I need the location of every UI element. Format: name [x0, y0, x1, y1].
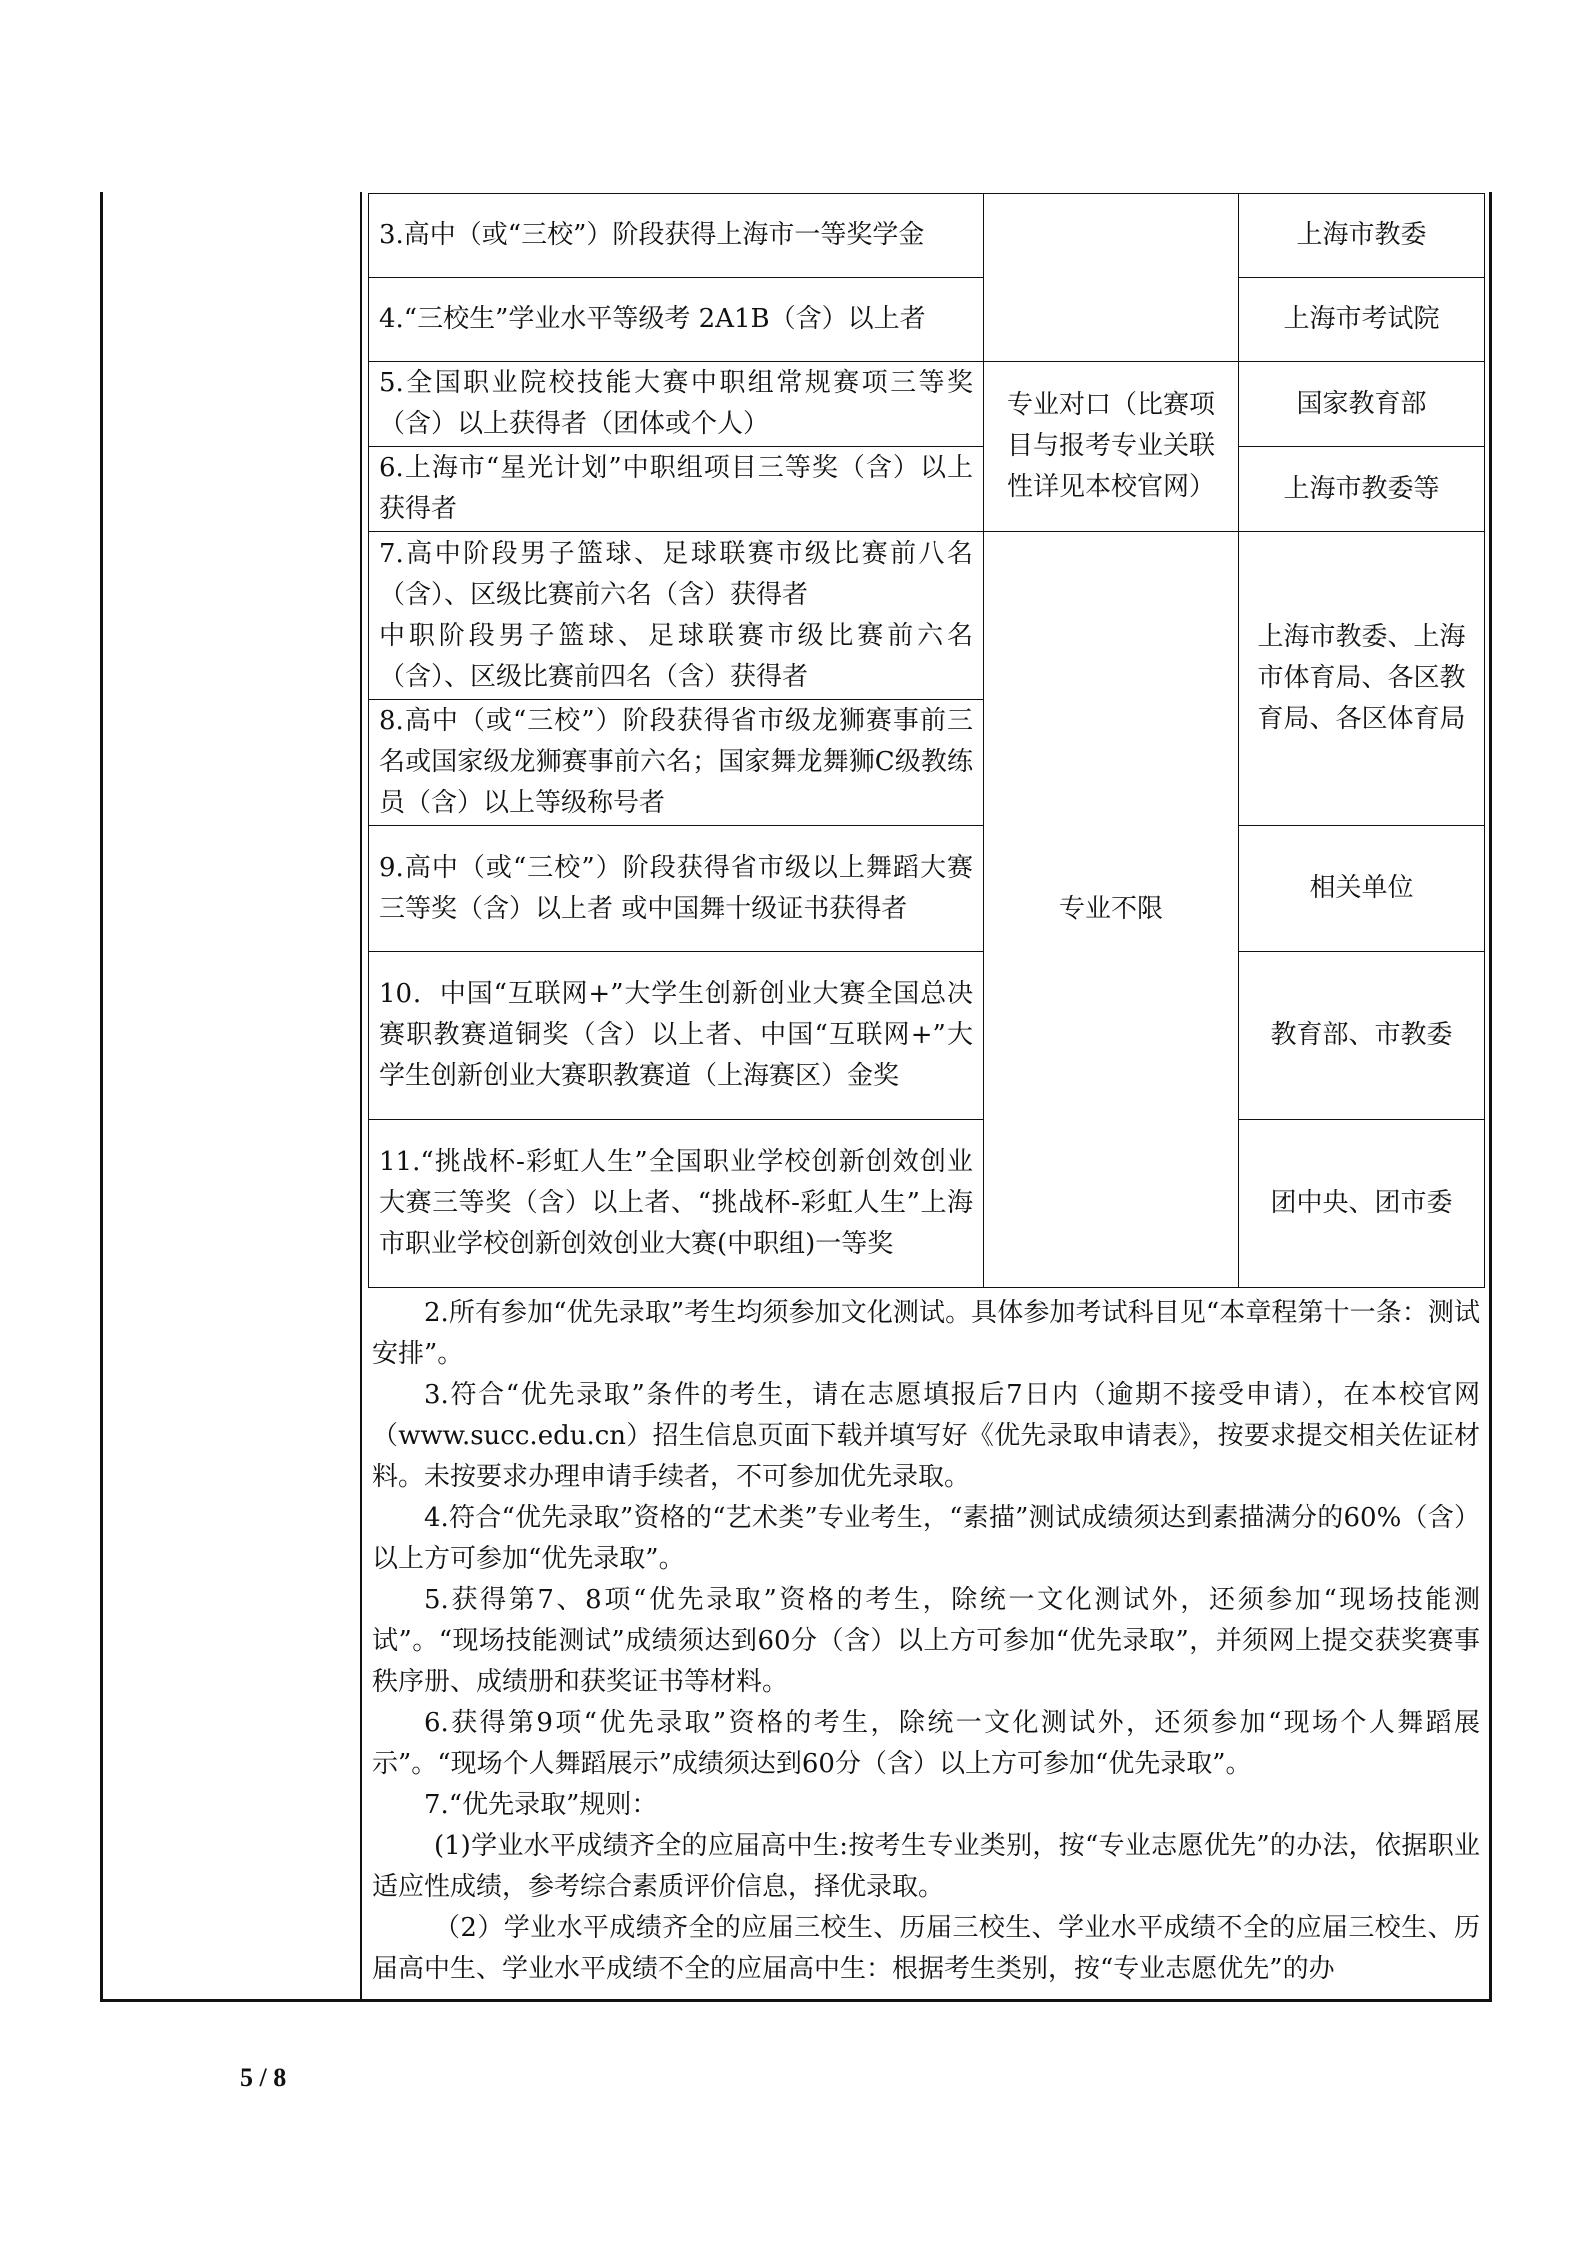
condition-text: 7.高中阶段男子篮球、足球联赛市级比赛前八名（含）、区级比赛前六名（含）获得者	[379, 538, 973, 610]
table-row	[369, 447, 1485, 532]
issuer-cell: 团中央、团市委	[1239, 1120, 1485, 1288]
note-paragraph: 6.获得第9项“优先录取”资格的考生，除统一文化测试外，还须参加“现场个人舞蹈展示”。“现场个人舞蹈展示”成绩须达到60分（含）以上方可参加“优先录取”。	[372, 1708, 1480, 1779]
major-cell-empty	[984, 194, 1239, 362]
page-number: 5 / 8	[240, 2063, 287, 2092]
table-row	[369, 952, 1485, 1120]
major-related-cell: 专业对口（比赛项目与报考专业关联性详见本校官网）	[984, 362, 1239, 532]
table-row	[369, 194, 1485, 278]
issuer-cell: 上海市考试院	[1239, 278, 1485, 362]
note-paragraph: 3.符合“优先录取”条件的考生，请在志愿填报后7日内（逾期不接受申请），在本校官网（www.succ.edu.cn）招生信息页面下载并填写好《优先录取申请表》，按要求提交相关佐证材料。未按要求办理申请手续者，不可参加优先录取。	[372, 1380, 1480, 1492]
condition-text-extra: 中职阶段男子篮球、足球联赛市级比赛前六名（含）、区级比赛前四名（含）获得者	[379, 620, 973, 692]
table-row	[369, 826, 1485, 952]
table-row	[369, 532, 1485, 700]
column-divider	[360, 192, 362, 2001]
table-row	[369, 278, 1485, 362]
issuer-cell: 国家教育部	[1239, 362, 1485, 447]
condition-cell: 10．中国“互联网+”大学生创新创业大赛全国总决赛职教赛道铜奖（含）以上者、中国“互联网+”大学生创新创业大赛职教赛道（上海赛区）金奖	[369, 952, 984, 1120]
notes-section	[372, 1293, 1480, 1990]
table-row	[369, 362, 1485, 447]
condition-cell: 9.高中（或“三校”）阶段获得省市级以上舞蹈大赛三等奖（含）以上者 或中国舞十级证书获得者	[369, 826, 984, 952]
condition-cell: 3.高中（或“三校”）阶段获得上海市一等奖学金	[369, 194, 984, 278]
table-row	[369, 1120, 1485, 1288]
note-paragraph: （2）学业水平成绩齐全的应届三校生、历届三校生、学业水平成绩不全的应届三校生、历届高中生、学业水平成绩不全的应届高中生：根据考生类别，按“专业志愿优先”的办	[372, 1913, 1480, 1984]
note-paragraph: 5.获得第7、8项“优先录取”资格的考生，除统一文化测试外，还须参加“现场技能测试”。“现场技能测试”成绩须达到60分（含）以上方可参加“优先录取”，并须网上提交获奖赛事秩序册、成绩册和获奖证书等材料。	[372, 1585, 1480, 1697]
condition-cell: 5.全国职业院校技能大赛中职组常规赛项三等奖（含）以上获得者（团体或个人）	[369, 362, 984, 447]
note-paragraph: 2.所有参加“优先录取”考生均须参加文化测试。具体参加考试科目见“本章程第十一条：测试安排”。	[372, 1298, 1480, 1369]
note-paragraph: (1)学业水平成绩齐全的应届高中生:按考生专业类别，按“专业志愿优先”的办法，依据职业适应性成绩，参考综合素质评价信息，择优录取。	[372, 1831, 1480, 1902]
issuer-cell-sports: 上海市教委、上海市体育局、各区教育局、各区体育局	[1239, 532, 1485, 826]
condition-cell: 6.上海市“星光计划”中职组项目三等奖（含）以上获得者	[369, 447, 984, 532]
priority-admission-table	[368, 193, 1485, 1288]
condition-cell: 4.“三校生”学业水平等级考 2A1B（含）以上者	[369, 278, 984, 362]
note-paragraph: 4.符合“优先录取”资格的“艺术类”专业考生，“素描”测试成绩须达到素描满分的60%（含）以上方可参加“优先录取”。	[372, 1503, 1480, 1574]
issuer-cell: 相关单位	[1239, 826, 1485, 952]
condition-cell	[369, 532, 984, 700]
issuer-cell: 上海市教委等	[1239, 447, 1485, 532]
issuer-cell: 上海市教委	[1239, 194, 1485, 278]
condition-cell: 8.高中（或“三校”）阶段获得省市级龙狮赛事前三名或国家级龙狮赛事前六名；国家舞龙舞狮C级教练员（含）以上等级称号者	[369, 700, 984, 826]
note-paragraph: 7.“优先录取”规则：	[424, 1790, 658, 1820]
issuer-cell: 教育部、市教委	[1239, 952, 1485, 1120]
condition-cell: 11.“挑战杯-彩虹人生”全国职业学校创新创效创业大赛三等奖（含）以上者、“挑战杯-彩虹人生”上海市职业学校创新创效创业大赛(中职组)一等奖	[369, 1120, 984, 1288]
major-unlimited-cell: 专业不限	[984, 532, 1239, 1288]
